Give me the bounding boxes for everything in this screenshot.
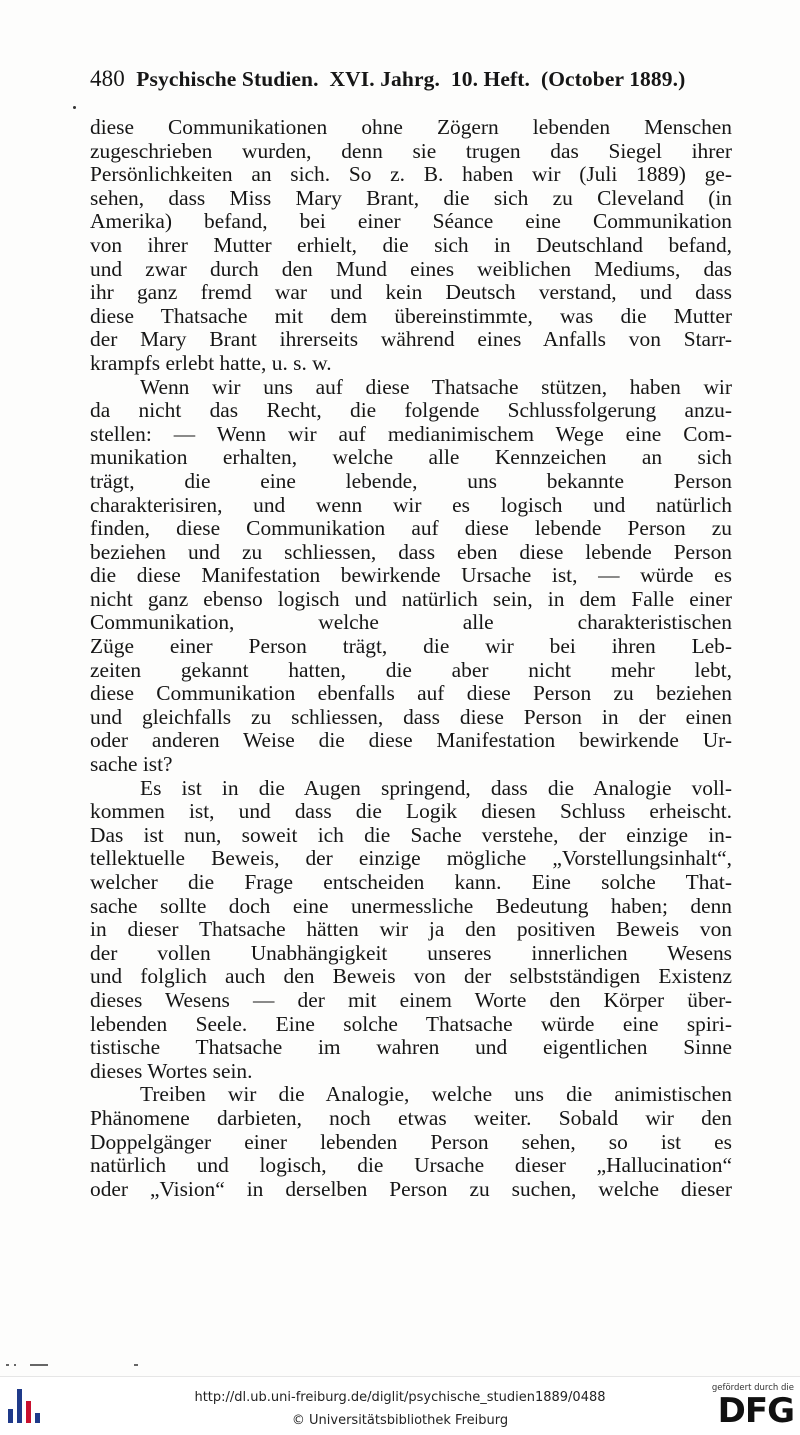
text-line: sehen, dass Miss Mary Brant, die sich zu Cleveland (in — [90, 186, 732, 210]
paragraph-start-line: Treiben wir die Analogie, welche uns die animistischen — [140, 1083, 732, 1107]
text-line: stellen: — Wenn wir auf medianimischem Wege eine Com- — [90, 422, 732, 446]
text-line: Amerika) befand, bei einer Séance eine Communikation — [90, 210, 732, 234]
running-header — [90, 66, 740, 92]
text-line: die diese Manifestation bewirkende Ursache ist, — würde es — [90, 564, 732, 588]
text-line: und zwar durch den Mund eines weiblichen Mediums, das — [90, 257, 732, 281]
text-line: nicht ganz ebenso logisch und natürlich sein, in dem Falle einer — [90, 587, 732, 611]
text-line: der Mary Brant ihrerseits während eines Anfalls von Starr- — [90, 328, 732, 352]
text-line: Communikation, welche alle charakteristischen — [90, 611, 732, 635]
text-line: in dieser Thatsache hätten wir ja den positiven Beweis von — [90, 918, 732, 942]
dfg-logo-text: DFG — [717, 1391, 794, 1431]
text-line: trägt, die eine lebende, uns bekannte Person — [90, 469, 732, 493]
text-line: oder anderen Weise die diese Manifestation bewirkende Ur- — [90, 729, 732, 753]
running-title: Psychische Studien. XVI. Jahrg. 10. Heft. (October 1889.) — [136, 67, 686, 91]
text-line: welcher die Frage entscheiden kann. Eine solche That- — [90, 871, 732, 894]
text-line: zugeschrieben wurden, denn sie trugen das Siegel ihrer — [90, 139, 732, 163]
page-number: 480 — [90, 66, 125, 91]
text-line: dieses Wortes sein. — [90, 1059, 253, 1083]
paragraph-start-line: Es ist in die Augen springend, dass die Analogie voll- — [140, 776, 732, 800]
text-line: diese Communikation ebenfalls auf diese Person zu beziehen — [90, 682, 732, 706]
text-line: sache sollte doch eine unermessliche Bedeutung haben; denn — [90, 894, 732, 918]
dfg-logo[interactable] — [704, 1383, 794, 1431]
copyright-notice: © Universitätsbibliothek Freiburg — [291, 1413, 509, 1428]
text-line: charakterisiren, und wenn wir es logisch und natürlich — [90, 493, 732, 517]
permalink-url[interactable]: http://dl.ub.uni-freiburg.de/diglit/psychische_studien1889/0488 — [194, 1390, 606, 1405]
text-line: Doppelgänger einer lebenden Person sehen, so ist es — [90, 1130, 732, 1154]
ink-dot — [73, 106, 76, 109]
scan-specks — [6, 1362, 146, 1368]
text-line: finden, diese Communikation auf diese lebende Person zu — [90, 517, 732, 541]
text-line: krampfs erlebt hatte, u. s. w. — [90, 351, 332, 375]
text-line: lebenden Seele. Eine solche Thatsache würde eine spiri- — [90, 1012, 732, 1036]
text-line: zeiten gekannt hatten, die aber nicht mehr lebt, — [90, 658, 732, 682]
text-line: Persönlichkeiten an sich. So z. B. haben wir (Juli 1889) ge- — [90, 163, 732, 187]
text-line: Züge einer Person trägt, die wir bei ihren Leb- — [90, 635, 732, 659]
text-line: natürlich und logisch, die Ursache dieser „Hallucination“ — [90, 1154, 732, 1178]
text-line: von ihrer Mutter erhielt, die sich in Deutschland befand, — [90, 233, 732, 257]
text-line: dieses Wesens — der mit einem Worte den Körper über- — [90, 988, 732, 1012]
footer-bar — [0, 1376, 800, 1435]
text-line: Phänomene darbieten, noch etwas weiter. Sobald wir den — [90, 1106, 732, 1130]
text-line: und gleichfalls zu schliessen, dass diese Person in der einen — [90, 705, 732, 729]
text-line: tellektuelle Beweis, der einzige mögliche „Vorstellungsinhalt“, — [90, 847, 732, 871]
body-text — [90, 116, 732, 1201]
text-line: beziehen und zu schliessen, dass eben diese lebende Person — [90, 540, 732, 564]
paragraph-start-line: Wenn wir uns auf diese Thatsache stützen, haben wir — [140, 375, 732, 399]
text-line: Das ist nun, soweit ich die Sache verstehe, der einzige in- — [90, 823, 732, 847]
text-line: ihr ganz fremd war und kein Deutsch verstand, und dass — [90, 281, 732, 305]
text-line: tistische Thatsache im wahren und eigentlichen Sinne — [90, 1036, 732, 1060]
text-line: und folglich auch den Beweis von der selbstständigen Existenz — [90, 965, 732, 989]
text-line: da nicht das Recht, die folgende Schlussfolgerung anzu- — [90, 399, 732, 423]
text-line: munikation erhalten, welche alle Kennzeichen an sich — [90, 446, 732, 470]
text-line: diese Communikationen ohne Zögern lebenden Menschen — [90, 116, 732, 139]
text-line: diese Thatsache mit dem übereinstimmte, was die Mutter — [90, 304, 732, 328]
text-line: sache ist? — [90, 753, 173, 777]
sponsor-caption: gefördert durch die — [711, 1383, 794, 1393]
text-line: oder „Vision“ in derselben Person zu suchen, welche dieser — [90, 1177, 732, 1201]
text-line: kommen ist, und dass die Logik diesen Schluss erheischt. — [90, 800, 732, 824]
text-line: der vollen Unabhängigkeit unseres innerlichen Wesens — [90, 941, 732, 965]
